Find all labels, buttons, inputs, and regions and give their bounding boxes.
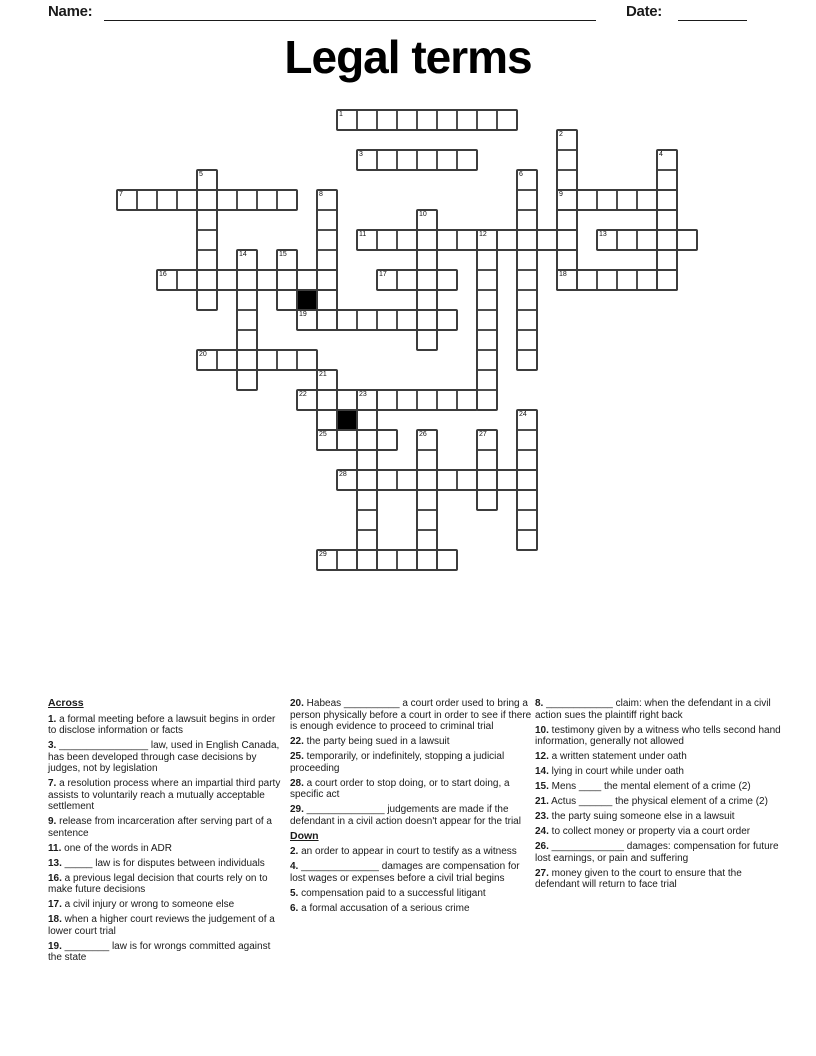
black-cell [297,290,317,310]
clue-number: 23. [535,811,549,822]
clue-6: 6. a formal accusation of a serious crime [290,902,470,914]
page-title: Legal terms [284,31,532,83]
word-22-across [296,389,478,411]
clue-number: 13. [48,857,62,869]
word-number: 19 [299,311,307,318]
clue-28: 28. a court order to stop doing, or to start doing, a specific act [290,777,510,800]
word-7-across [116,189,298,211]
word-29-across [316,549,458,571]
word-number: 21 [319,371,327,378]
clue-number: 22. [290,736,304,747]
word-number: 4 [659,151,663,158]
date-blank-line [678,2,747,21]
clue-17: 17. a civil injury or wrong to someone else [48,899,235,910]
clue-19: 19. ________ law is for wrongs committed against the state [48,940,271,963]
date-label: Date: [626,3,663,20]
clue-number: 5. [290,887,299,899]
clue-number: 10. [535,724,549,736]
word-number: 15 [279,251,287,258]
clue-number: 9. [48,816,57,827]
word-11-across [356,229,578,251]
word-20-across [196,349,318,371]
word-28-across [336,469,538,491]
clue-number: 29. [290,804,304,815]
word-number: 22 [299,391,307,398]
clue-number: 12. [535,751,549,762]
clue-3: 3. ________________ law, used in English Canada, has been developed through case decisions by judges, not by legislation [48,740,280,774]
clue-29: 29. ______________ judgements are made if the defendant in a civil action doesn't appear for the trial [290,804,521,827]
clue-21: 21. Actus ______ the physical element of a crime (2) [535,796,768,807]
word-9-across [556,189,678,211]
clue-7: 7. a resolution process where an impartial third party assists to voluntarily reach a mutually acceptable settlement [48,778,281,812]
word-12-down [476,229,498,411]
clue-15: 15. Mens ____ the mental element of a crime (2) [535,781,751,792]
word-number: 10 [419,211,427,218]
clue-8: 8. ____________ claim: when the defendant in a civil action sues the plaintiff right back [535,698,771,721]
clue-9: 9. release from incarceration after serving part of a sentence [48,816,272,839]
clue-number: 17. [48,899,62,910]
clue-22: 22. the party being sued in a lawsuit [290,736,450,747]
clue-number: 18. [48,914,62,925]
clue-number: 3. [48,740,57,751]
word-6-down [516,169,538,371]
word-number: 12 [479,231,487,238]
word-number: 28 [339,471,347,478]
clue-23: 23. the party suing someone else in a lawsuit [535,811,735,822]
clue-number: 27. [535,867,549,879]
word-number: 20 [199,351,207,358]
clue-number: 28. [290,777,304,789]
word-number: 1 [339,111,343,118]
clue-number: 4. [290,861,299,872]
clue-number: 16. [48,872,62,884]
word-number: 17 [379,271,387,278]
clue-number: 6. [290,902,299,914]
clue-number: 19. [48,940,62,952]
word-17-across [376,269,458,291]
clue-10: 10. testimony given by a witness who tells second hand information, generally not allowed [535,724,781,747]
clue-column-2 [290,698,533,918]
clue-11: 11. one of the words in ADR [48,842,172,854]
word-1-across [336,109,518,131]
name-blank-line [104,2,596,21]
word-25-across [316,429,398,451]
clue-number: 21. [535,796,549,807]
word-16-across [156,269,338,291]
clue-14: 14. lying in court while under oath [535,766,684,777]
clue-number: 2. [290,846,299,857]
word-number: 2 [559,131,563,138]
clue-number: 24. [535,826,549,837]
clue-2: 2. an order to appear in court to testify as a witness [290,846,517,857]
clue-number: 1. [48,713,57,725]
clue-column-3 [535,698,787,894]
clue-number: 25. [290,751,304,762]
word-number: 14 [239,251,247,258]
word-18-across [556,269,678,291]
word-number: 13 [599,231,607,238]
word-number: 3 [359,151,363,158]
clue-13: 13. _____ law is for disputes between individuals [48,857,265,869]
name-label: Name: [48,3,93,20]
word-number: 16 [159,271,167,278]
clue-number: 14. [535,766,549,777]
word-19-across [296,309,458,331]
word-number: 26 [419,431,427,438]
word-number: 11 [359,231,367,238]
clue-12: 12. a written statement under oath [535,751,687,762]
word-number: 8 [319,191,323,198]
clue-5: 5. compensation paid to a successful litigant [290,887,486,899]
word-3-across [356,149,478,171]
across-header: Across [48,697,84,709]
word-number: 6 [519,171,523,178]
clue-number: 26. [535,841,549,852]
clue-26: 26. _____________ damages: compensation for future lost earnings, or pain and suffering [535,841,779,864]
clue-number: 20. [290,698,304,709]
word-number: 29 [319,551,327,558]
clue-1: 1. a formal meeting before a lawsuit begins in order to disclose information or facts [48,713,276,736]
crossword-grid [117,110,699,572]
clue-4: 4. ______________ damages are compensation for lost wages or expenses before a civil trial begins [290,861,520,884]
clue-27: 27. money given to the court to ensure that the defendant will return to face trial [535,867,742,890]
black-cell [337,410,357,430]
word-number: 5 [199,171,203,178]
clue-20: 20. Habeas __________ a court order used to bring a person physically before a court in order to see if there is enough evidence to proceed to criminal trial [290,698,532,732]
clue-number: 15. [535,781,549,792]
word-number: 23 [359,391,367,398]
word-number: 24 [519,411,527,418]
word-number: 7 [119,191,123,198]
word-number: 25 [319,431,327,438]
clue-number: 7. [48,778,57,789]
clue-25: 25. temporarily, or indefinitely, stopping a judicial proceeding [290,751,505,774]
word-number: 9 [559,191,563,198]
word-13-across [596,229,698,251]
word-number: 18 [559,271,567,278]
clue-column-1 [48,698,286,967]
clue-number: 11. [48,842,62,854]
down-header: Down [290,829,319,842]
clue-18: 18. when a higher court reviews the judgement of a lower court trial [48,914,275,937]
clue-24: 24. to collect money or property via a court order [535,826,751,837]
clue-number: 8. [535,698,544,709]
clue-16: 16. a previous legal decision that courts rely on to make future decisions [48,872,268,895]
word-number: 27 [479,431,487,438]
